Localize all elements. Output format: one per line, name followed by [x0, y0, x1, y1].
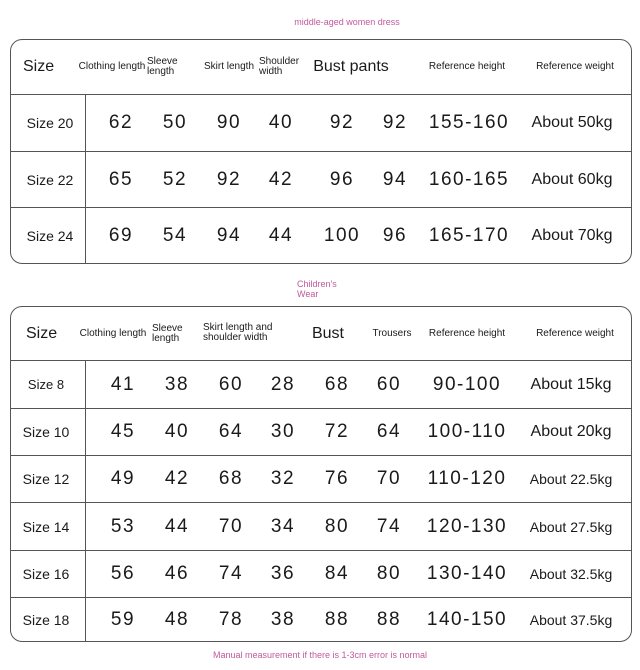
shoulder-width-value: 40 [268, 112, 294, 133]
clothing-length-value: 69 [108, 224, 134, 246]
header-shoulder-line2: width [259, 66, 283, 77]
skirt-length-value: 94 [216, 224, 242, 246]
header-bust-pants: Bust pants [313, 58, 389, 75]
header-reference-weight: Reference weight [536, 61, 614, 72]
row-size: Size 12 [22, 471, 70, 487]
clothing-length-value: 53 [110, 515, 136, 537]
trousers-value: 64 [376, 421, 402, 442]
bust-value: 100 [323, 224, 361, 246]
header-sleeve-line2: length [152, 333, 180, 344]
measurement-note: Manual measurement if there is 1-3cm error is normal [212, 650, 428, 660]
reference-weight-value: About 60kg [531, 170, 613, 188]
women-table-caption: middle-aged women dress [294, 17, 400, 27]
bust-value: 88 [324, 608, 350, 630]
clothing-length-value: 62 [108, 112, 134, 133]
trousers-value: 70 [376, 468, 402, 489]
header-shoulder-line1: Shoulder [259, 56, 300, 67]
bust-value: 72 [324, 421, 350, 442]
header-sleeve-line1: Sleeve [147, 56, 178, 67]
shoulder-width-value: 42 [268, 168, 294, 190]
reference-height-value: 160-165 [428, 168, 510, 190]
size-column-divider [85, 360, 86, 641]
trousers-value: 60 [376, 373, 402, 395]
women-size-table [10, 39, 632, 264]
skirt-length-value: 92 [216, 168, 242, 190]
sleeve-length-value: 40 [164, 421, 190, 442]
row-size: Size 24 [26, 227, 74, 244]
bust-value: 84 [324, 563, 350, 584]
skirt-length-value: 64 [218, 421, 244, 442]
shoulder-width-value: 28 [270, 373, 296, 395]
clothing-length-value: 41 [110, 373, 136, 395]
skirt-length-value: 70 [218, 515, 244, 537]
reference-height-value: 110-120 [427, 468, 507, 489]
header-sleeve-length [147, 56, 187, 78]
row-size: Size 18 [22, 611, 70, 628]
row-size: Size 16 [22, 566, 70, 582]
row-size: Size 22 [26, 171, 74, 188]
clothing-length-value: 49 [110, 468, 136, 489]
header-shoulder-width [259, 56, 309, 78]
shoulder-width-value: 34 [270, 515, 296, 537]
children-caption-line2: Wear [297, 289, 319, 299]
header-reference-height: Reference height [428, 61, 506, 72]
header-reference-weight: Reference weight [536, 327, 614, 339]
header-skirt-line2: shoulder width [203, 332, 268, 343]
skirt-length-value: 90 [216, 112, 242, 133]
row-size: Size 8 [27, 377, 65, 392]
bust-value: 80 [324, 515, 350, 537]
sleeve-length-value: 42 [164, 468, 190, 489]
skirt-length-value: 74 [218, 563, 244, 584]
shoulder-width-value: 30 [270, 421, 296, 442]
header-size: Size [26, 324, 58, 342]
shoulder-width-value: 36 [270, 563, 296, 584]
skirt-length-value: 68 [218, 468, 244, 489]
sleeve-length-value: 46 [164, 563, 190, 584]
bust-value: 68 [324, 373, 350, 395]
reference-weight-value: About 27.5kg [529, 518, 613, 535]
row-size: Size 10 [22, 424, 70, 440]
header-reference-height: Reference height [428, 327, 506, 339]
header-size: Size [23, 58, 55, 75]
shoulder-width-value: 32 [270, 468, 296, 489]
reference-weight-value: About 50kg [531, 114, 613, 131]
reference-weight-value: About 20kg [530, 423, 612, 440]
reference-weight-value: About 37.5kg [529, 611, 613, 628]
clothing-length-value: 65 [108, 168, 134, 190]
children-size-table [10, 306, 632, 642]
reference-height-value: 165-170 [428, 224, 510, 246]
header-skirt-line1: Skirt length and [203, 322, 273, 333]
trousers-value: 80 [376, 563, 402, 584]
sleeve-length-value: 54 [162, 224, 188, 246]
bust-value: 92 [329, 112, 355, 133]
clothing-length-value: 59 [110, 608, 136, 630]
row-size: Size 20 [26, 115, 74, 131]
reference-height-value: 130-140 [426, 563, 508, 584]
header-clothing-length: Clothing length [78, 61, 146, 72]
reference-height-value: 140-150 [426, 608, 508, 630]
header-sleeve-length [152, 323, 192, 345]
reference-height-value: 90-100 [432, 373, 502, 395]
reference-weight-value: About 22.5kg [529, 471, 613, 487]
skirt-length-value: 60 [218, 373, 244, 395]
reference-weight-value: About 70kg [531, 226, 613, 244]
header-clothing-length: Clothing length [79, 327, 147, 339]
clothing-length-value: 45 [110, 421, 136, 442]
sleeve-length-value: 38 [164, 373, 190, 395]
header-sleeve-line2: length [147, 66, 175, 77]
header-bust: Bust [311, 324, 344, 342]
sleeve-length-value: 48 [164, 608, 190, 630]
header-skirt-length: Skirt length [203, 61, 255, 72]
sleeve-length-value: 52 [162, 168, 188, 190]
reference-weight-value: About 32.5kg [529, 566, 613, 582]
reference-height-value: 100-110 [427, 421, 507, 442]
header-sleeve-line1: Sleeve [152, 323, 183, 334]
clothing-length-value: 56 [110, 563, 136, 584]
sleeve-length-value: 50 [162, 112, 188, 133]
header-skirt-shoulder [203, 322, 295, 344]
shoulder-width-value: 44 [268, 224, 294, 246]
row-size: Size 14 [22, 518, 70, 535]
pants-value: 96 [382, 224, 408, 246]
shoulder-width-value: 38 [270, 608, 296, 630]
trousers-value: 74 [376, 515, 402, 537]
reference-height-value: 120-130 [426, 515, 508, 537]
sleeve-length-value: 44 [164, 515, 190, 537]
trousers-value: 88 [376, 608, 402, 630]
children-caption-line1: Children's [297, 279, 337, 289]
pants-value: 92 [382, 112, 408, 133]
children-table-caption [297, 279, 357, 299]
reference-height-value: 155-160 [428, 112, 510, 133]
pants-value: 94 [382, 168, 408, 190]
reference-weight-value: About 15kg [530, 375, 612, 393]
bust-value: 96 [329, 168, 355, 190]
bust-value: 76 [324, 468, 350, 489]
header-trousers: Trousers [372, 327, 412, 339]
skirt-length-value: 78 [218, 608, 244, 630]
